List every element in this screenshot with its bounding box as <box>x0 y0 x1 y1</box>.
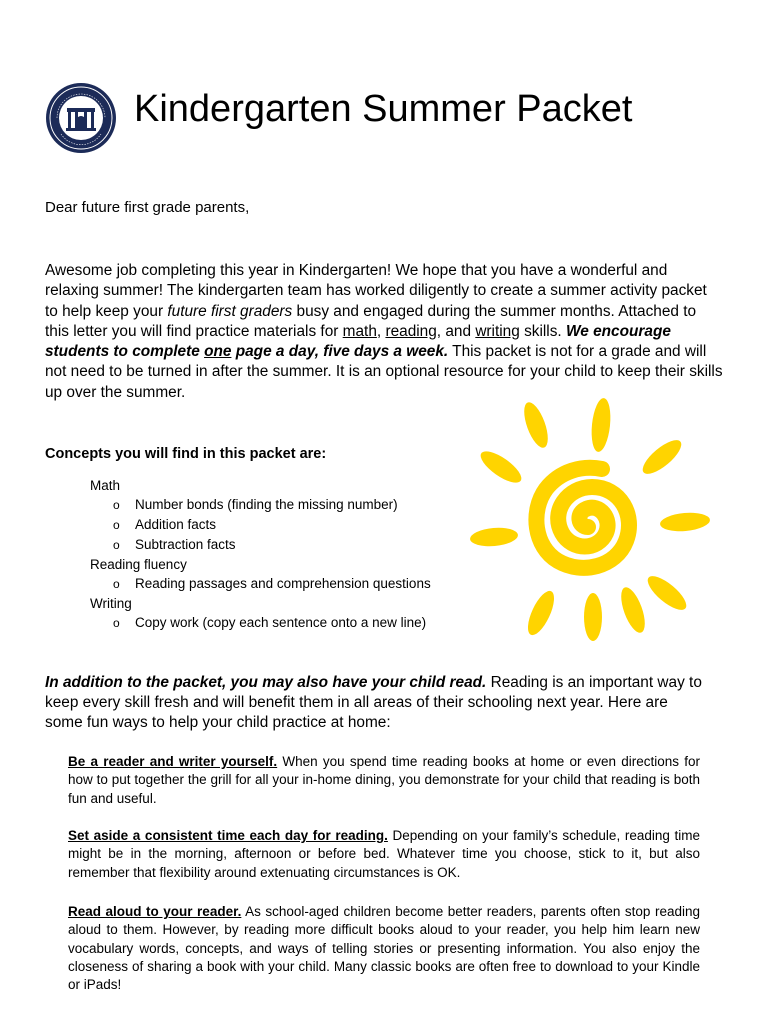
list-item: o Number bonds (finding the missing number) <box>113 497 398 512</box>
list-item: o Subtraction facts <box>113 537 236 552</box>
intro-paragraph: Awesome job completing this year in Kindergarten! We hope that you have a wonderful and relaxing summer! The kindergarten team has worked diligently to create a summer activity packet to help keep your future first graders busy and engaged during the summer months. Attached to this letter you will find practice materials for math, reading, and writing skills. We encourage students to complete one page a day, five days a week. This packet is not for a grade and will not need to be turned in after the summer. It is an optional resource for your child to keep their skills up over the summer. <box>45 262 723 401</box>
school-seal-icon <box>45 82 117 154</box>
writing-underlined: writing <box>475 322 520 340</box>
tip-lead: Read aloud to your reader. <box>68 904 242 919</box>
tip-lead: Set aside a consistent time each day for reading. <box>68 828 388 843</box>
math-underlined: math <box>342 322 377 340</box>
concepts-list <box>90 476 431 633</box>
reading-underlined: reading <box>385 322 437 340</box>
concepts-heading: Concepts you will find in this packet are: <box>45 446 327 462</box>
list-item: o Copy work (copy each sentence onto a new line) <box>113 615 427 630</box>
addition-paragraph: In addition to the packet, you may also have your child read. Reading is an important way to keep every skill fresh and will benefit them in all areas of their schooling next year. Here are some fun ways to help your child practice at home: <box>45 674 702 731</box>
greeting: Dear future first grade parents, <box>45 199 250 216</box>
sun-icon <box>470 395 715 645</box>
concept-category-reading: Reading fluency <box>90 557 187 572</box>
list-item: o Reading passages and comprehension questions <box>113 576 431 591</box>
tip-paragraph: Set aside a consistent time each day for reading. Depending on your family’s schedule, reading time might be in the morning, afternoon or before bed. Whatever time you choose, stick to it, but also remember that flexibility around extenuating circumstances is OK. <box>68 828 700 880</box>
concept-category-writing: Writing <box>90 596 132 611</box>
list-item: o Addition facts <box>113 517 217 532</box>
tip-paragraph: Be a reader and writer yourself. When you spend time reading books at home or even directions for how to put together the grill for all your in-home dining, you demonstrate for your child that reading is both fun and useful. <box>68 754 700 806</box>
page-title: Kindergarten Summer Packet <box>134 88 633 130</box>
concept-category-math: Math <box>90 478 121 493</box>
tip-paragraph: Read aloud to your reader. As school-aged children become better readers, parents often stop reading aloud to them. However, by reading more difficult books aloud to your reader, you help him learn new vocabulary words, concepts, and ways of telling stories or presenting information. You also enjoy the closeness of sharing a book with your child. Many classic books are often free to download to your Kindle or iPads! <box>68 904 700 993</box>
tip-lead: Be a reader and writer yourself. <box>68 754 278 769</box>
